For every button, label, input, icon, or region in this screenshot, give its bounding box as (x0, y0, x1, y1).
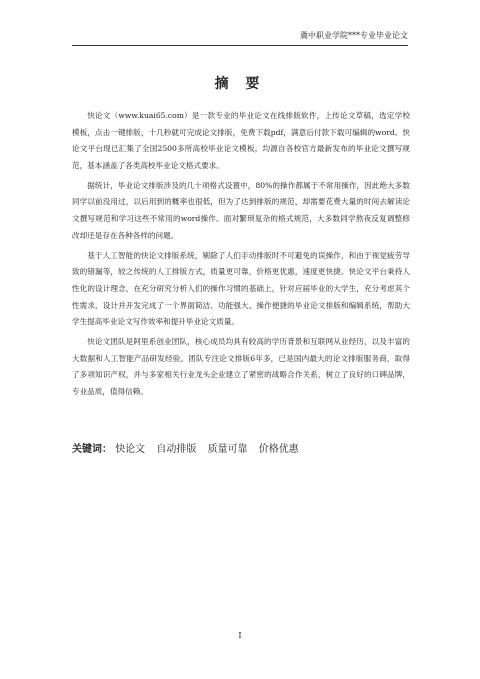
keyword-item: 质量可靠 (207, 444, 248, 455)
paragraph-3: 基于人工智能的快论文排版系统，剔除了人们手动排版时不可避免的误操作，和由于视觉疲劳导致的错漏等，较之传统的人工排版方式，质量更可靠，价格更优惠，速度更快捷。快论文平台秉持人性化的设计理念，在充分研究分析人们的操作习惯的基础上，针对应届毕业的大学生，充分考虑其个性需求，设计并开发完成了一个界面简洁、功能强大、操作便捷的毕业论文排版和编辑系统，帮助大学生提高毕业论文写作效率和提升毕业论文质量。 (72, 250, 410, 327)
keywords-line (72, 442, 307, 458)
keyword-item: 价格优惠 (258, 444, 299, 455)
header-text: 冀中职业学院***专业毕业论文 (300, 31, 408, 40)
abstract-title: 摘 要 (214, 76, 266, 92)
keyword-item: 快论文 (115, 444, 146, 455)
paragraph-1: 快论文（www.kuai65.com）是一款专业的毕业论文在线排版软件，上传论文草稿，选定学校模板，点击一键排版，十几秒就可完成论文排版，免费下载pdf，满意后付款下载可编辑的word。快论文平台现已汇集了全国2500多所高校毕业论文模板，均源自各校官方最新发布的毕业论文撰写规范，基本涵盖了各类高校毕业论文格式要求。 (72, 111, 410, 170)
page-number: I (238, 631, 242, 640)
keywords-label: 关键词： (72, 444, 112, 455)
paragraph-4: 快论文团队是阿里系创业团队，核心成员均具有较高的学历背景和互联网从业经历，以及丰富的大数据和人工智能产品研发经验。团队专注论文排版6年多，已是国内最大的论文排版服务商，取得了多项知识产权，并与多家相关行业龙头企业建立了紧密的战略合作关系，树立了良好的口碑品牌，专业品质，值得信赖。 (72, 337, 410, 396)
paragraph-2: 据统计，毕业论文排版涉及的几十项格式设置中，80%的操作都属于不常用操作，因此绝大多数同学以前没用过，以后用到的概率也很低，但为了达到排版的规范，却需要花费大量的时间去解读论文撰写规范和学习这些不常用的word操作。面对繁琐复杂的格式规范，大多数同学熬夜反复调整修改却还是存在各种各样的问题。 (72, 180, 410, 240)
keyword-item: 自动排版 (156, 444, 197, 455)
abstract-body (72, 108, 410, 404)
page-header (72, 29, 408, 46)
